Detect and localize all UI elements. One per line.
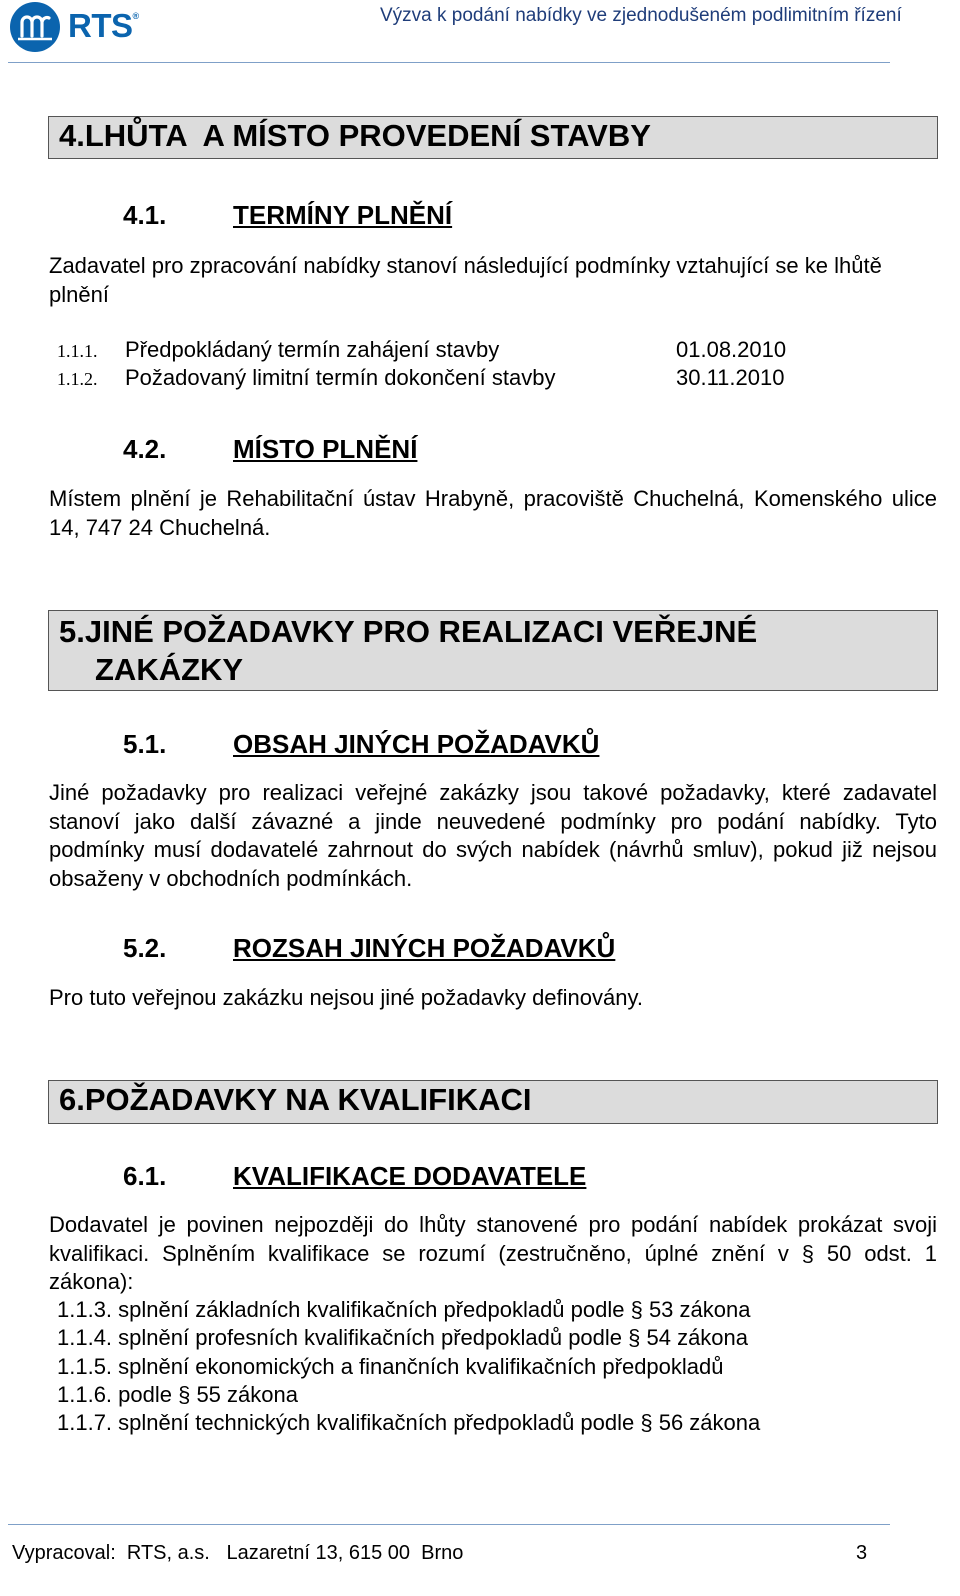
section-4-heading: 4.LHŮTA A MÍSTO PROVEDENÍ STAVBY — [48, 116, 938, 159]
other-requirements-text: Jiné požadavky pro realizaci veřejné zakázky jsou takové požadavky, které zadavatel stanoví jako další závazné a jinde neuvedené podmínky pro podání nabídky. Tyto podmínky musí dodavatelé zahrnout do svých nabídek (návrhů smluv), pokud již nejsou obsaženy v obchodních podmínkách. — [49, 780, 937, 891]
subsection-title: TERMÍNY PLNĚNÍ — [233, 200, 453, 230]
deadline-start-row: 1.1.1. Předpokládaný termín zahájení stavby — [57, 337, 500, 362]
document-header-title: Výzva k podání nabídky ve zjednodušeném podlimitním řízení — [380, 5, 902, 26]
subsection-title: ROZSAH JINÝCH POŽADAVKŮ — [233, 933, 616, 963]
deadlines-intro-text: Zadavatel pro zpracování nabídky stanoví následující podmínky vztahující se ke lhůtě plnění — [49, 253, 882, 307]
header-divider — [8, 62, 890, 63]
qualification-item: 1.1.4. splnění profesních kvalifikačních předpokladů podle § 54 zákona — [57, 1325, 749, 1350]
subsection-number: 5.2. — [123, 933, 167, 963]
footer-divider — [8, 1524, 890, 1525]
subsection-number: 4.1. — [123, 200, 167, 230]
section-5-heading: 5.JINÉ POŽADAVKY PRO REALIZACI VEŘEJNÉ ZAKÁZKY — [48, 610, 938, 691]
subsection-number: 5.1. — [123, 729, 167, 759]
qualification-item: 1.1.3. splnění základních kvalifikačních předpokladů podle § 53 zákona — [57, 1297, 751, 1322]
company-logo — [10, 2, 145, 54]
subsection-title: KVALIFIKACE DODAVATELE — [233, 1161, 587, 1191]
footer-author: Vypracoval: RTS, a.s. Lazaretní 13, 615 00 Brno — [12, 1542, 464, 1564]
place-of-performance-text: Místem plnění je Rehabilitační ústav Hrabyně, pracoviště Chuchelná, Komenského ulice 14, 747 24 Chuchelná. — [49, 486, 937, 540]
deadline-end-value: 30.11.2010 — [676, 365, 785, 390]
subsection-title: OBSAH JINÝCH POŽADAVKŮ — [233, 729, 600, 759]
qualification-item: 1.1.7. splnění technických kvalifikačních předpokladů podle § 56 zákona — [57, 1410, 761, 1435]
qualification-intro-text: Dodavatel je povinen nejpozději do lhůty stanovené pro podání nabídek prokázat svoji kvalifikaci. Splněním kvalifikace se rozumí (zestručněno, úplné znění v § 50 odst. 1 zákona): — [49, 1212, 937, 1294]
subsection-number: 4.2. — [123, 434, 167, 464]
section-6-heading: 6.POŽADAVKY NA KVALIFIKACI — [48, 1080, 938, 1124]
page-number: 3 — [856, 1542, 868, 1564]
deadline-start-value: 01.08.2010 — [676, 337, 787, 362]
qualification-item: 1.1.6. podle § 55 zákona — [57, 1382, 298, 1407]
subsection-number: 6.1. — [123, 1161, 167, 1191]
deadline-end-row: 1.1.2. Požadovaný limitní termín dokončení stavby — [57, 365, 556, 390]
qualification-item: 1.1.5. splnění ekonomických a finančních kvalifikačních předpokladů — [57, 1354, 724, 1379]
subsection-title: MÍSTO PLNĚNÍ — [233, 434, 418, 464]
logo-emblem-icon — [10, 2, 60, 52]
logo-wordmark: RTS® — [68, 7, 139, 44]
requirements-scope-text: Pro tuto veřejnou zakázku nejsou jiné požadavky definovány. — [49, 985, 643, 1010]
